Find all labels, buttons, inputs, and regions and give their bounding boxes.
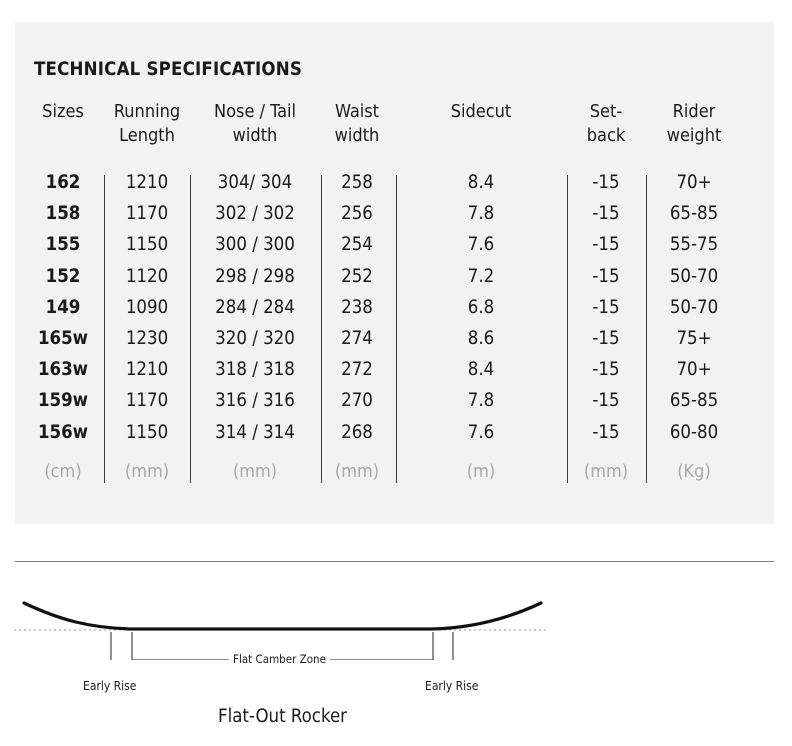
column-header-line2: Length (119, 125, 175, 146)
cell-nose_tail: 302 / 302 (215, 203, 295, 225)
column-header-line2: width (232, 125, 278, 146)
early-rise-right-label: Early Rise (425, 679, 479, 693)
column-header-size (42, 100, 84, 124)
unit-nose_tail: (mm) (232, 461, 278, 482)
column-header-line1: Waist (334, 101, 380, 122)
cell-nose_tail: 314 / 314 (215, 421, 295, 443)
cell-setback: -15 (592, 359, 620, 381)
column-header-line1: Rider (672, 101, 716, 122)
early-rise-left-label: Early Rise (83, 679, 137, 693)
cell-setback: -15 (592, 421, 620, 443)
cell-sidecut: 7.6 (467, 234, 495, 256)
unit-waist: (mm) (334, 461, 380, 482)
cell-running_length: 1090 (125, 296, 169, 318)
cell-rider_weight: 65-85 (669, 390, 719, 412)
cell-running_length: 1170 (125, 390, 169, 412)
cell-waist: 272 (341, 359, 373, 381)
section-divider (15, 561, 774, 562)
cell-waist: 258 (341, 172, 373, 193)
cell-sidecut: 8.4 (467, 172, 495, 193)
cell-nose_tail: 304/ 304 (217, 172, 293, 193)
column-header-line1: Sizes (42, 101, 84, 122)
cell-sidecut: 7.8 (467, 390, 495, 412)
cell-setback: -15 (592, 172, 620, 193)
profile-name: Flat-Out Rocker (218, 706, 348, 727)
cell-sidecut: 7.8 (467, 203, 495, 225)
cell-waist: 256 (341, 203, 373, 225)
cell-size: 165w (37, 328, 89, 349)
cell-sidecut: 6.8 (467, 296, 495, 318)
cell-size: 159w (37, 390, 89, 412)
column-header-line2: width (334, 125, 380, 146)
column-divider (190, 175, 191, 483)
cell-setback: -15 (592, 328, 620, 349)
board-profile-curve (24, 603, 541, 629)
cell-setback: -15 (592, 296, 620, 318)
cell-rider_weight: 75+ (676, 328, 712, 349)
cell-waist: 270 (341, 390, 373, 412)
column-divider (567, 175, 568, 483)
cell-setback: -15 (592, 265, 620, 287)
cell-size: 149 (45, 296, 81, 318)
column-header-line2: back (586, 125, 626, 146)
cell-rider_weight: 65-85 (669, 203, 719, 225)
cell-waist: 254 (341, 234, 373, 256)
board-profile-diagram (0, 590, 560, 660)
cell-running_length: 1120 (125, 265, 169, 287)
cell-running_length: 1170 (125, 203, 169, 225)
cell-sidecut: 7.6 (467, 421, 495, 443)
cell-waist: 274 (341, 328, 373, 349)
column-divider (396, 175, 397, 483)
column-header-line1: Nose / Tail (214, 101, 296, 122)
cell-rider_weight: 70+ (676, 359, 712, 381)
column-header-nose_tail (214, 100, 296, 148)
cell-rider_weight: 55-75 (669, 234, 719, 256)
unit-rider_weight: (Kg) (677, 461, 711, 482)
unit-running_length: (mm) (124, 461, 170, 482)
unit-setback: (mm) (583, 461, 629, 482)
cell-size: 152 (45, 265, 81, 287)
column-header-sidecut (451, 100, 512, 124)
column-header-waist (335, 100, 380, 148)
cell-waist: 238 (341, 296, 373, 318)
cell-rider_weight: 70+ (676, 172, 712, 193)
cell-sidecut: 8.6 (467, 328, 495, 349)
spec-title: TECHNICAL SPECIFICATIONS (34, 59, 303, 80)
cell-running_length: 1150 (125, 421, 169, 443)
cell-nose_tail: 298 / 298 (215, 265, 295, 287)
cell-setback: -15 (592, 390, 620, 412)
cell-running_length: 1150 (125, 234, 169, 256)
cell-rider_weight: 60-80 (669, 421, 719, 443)
cell-size: 155 (45, 234, 81, 256)
unit-size: (cm) (44, 461, 82, 482)
column-header-line2: weight (666, 125, 722, 146)
cell-running_length: 1210 (125, 172, 169, 193)
cell-nose_tail: 320 / 320 (215, 328, 295, 349)
column-header-line1: Running (113, 101, 181, 122)
cell-sidecut: 7.2 (467, 265, 495, 287)
cell-waist: 252 (341, 265, 373, 287)
cell-nose_tail: 300 / 300 (215, 234, 295, 256)
cell-rider_weight: 50-70 (669, 265, 719, 287)
column-header-line1: Set- (589, 101, 623, 122)
cell-waist: 268 (341, 421, 373, 443)
cell-running_length: 1210 (125, 359, 169, 381)
flat-camber-zone-label: Flat Camber Zone (229, 652, 330, 666)
cell-size: 158 (45, 203, 81, 225)
cell-rider_weight: 50-70 (669, 296, 719, 318)
cell-nose_tail: 284 / 284 (215, 296, 295, 318)
cell-setback: -15 (592, 203, 620, 225)
column-divider (646, 175, 647, 483)
cell-size: 156w (37, 421, 89, 443)
cell-sidecut: 8.4 (467, 359, 495, 381)
column-header-setback (587, 100, 626, 148)
column-divider (321, 175, 322, 483)
column-header-rider_weight (667, 100, 722, 148)
cell-nose_tail: 316 / 316 (215, 390, 295, 412)
cell-size: 162 (45, 172, 81, 193)
cell-setback: -15 (592, 234, 620, 256)
column-divider (104, 175, 105, 483)
unit-sidecut: (m) (466, 461, 496, 482)
cell-size: 163w (37, 359, 89, 381)
column-header-running_length (114, 100, 180, 148)
column-header-line1: Sidecut (450, 101, 512, 122)
cell-nose_tail: 318 / 318 (215, 359, 295, 381)
cell-running_length: 1230 (125, 328, 169, 349)
